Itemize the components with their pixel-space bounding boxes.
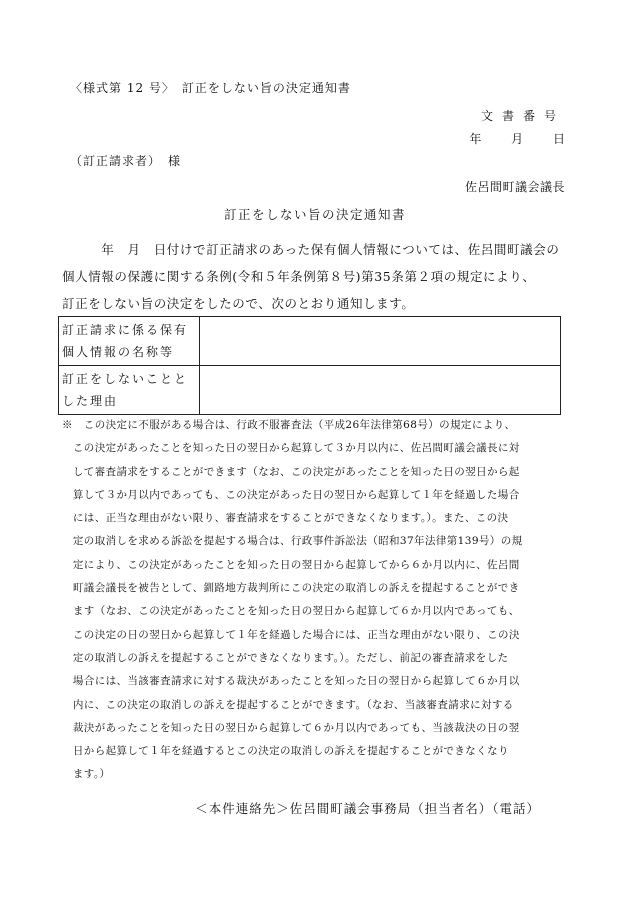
- table-value-cell: [200, 366, 561, 415]
- sender: 佐呂間町議会議長: [464, 180, 565, 194]
- addressee: （訂正請求者） 様: [70, 154, 182, 168]
- date-line: 年 月 日: [469, 132, 565, 146]
- contact-line: ＜本件連絡先＞佐呂間町議会事務局（担当者名）（電話）: [195, 801, 540, 816]
- table-label-cell: 訂正をしないことと した理由: [59, 366, 200, 415]
- form-number: 〈様式第 12 号〉 訂正をしない旨の決定通知書: [70, 81, 351, 95]
- document-title: 訂正をしない旨の決定通知書: [223, 207, 406, 222]
- table-label-cell: 訂正請求に係る保有 個人情報の名称等: [59, 317, 200, 366]
- document-number-label: 文書番号: [480, 109, 565, 123]
- appeal-notice: ※ この決定に不服がある場合は、行政不服審査法（平成26年法律第68号）の規定により、 この決定があったことを知った日の翌日から起算して３か月以内に、佐呂間町議会議長に対 して審査請求をすることができます（なお、この決定があったことを知った日の翌日から起 算して３か月以内であっても、この決定があった日の翌日から起算して１年を経過した場合 には、正当な理由がない限り、審査請求をすることができなくなります。）。また、この決 定の取消しを求める訴訟を提起する場合は、行政事件訴訟法（昭和37年法律第139号）の規 定により、この決定があったことを知った日の翌日から起算してから６か月以内に、佐呂間 町議会議長を被告として、釧路地方裁判所にこの決定の取消しの訴えを提起することができ ます（なお、この決定があったことを知った日の翌日から起算して６か月以内であっても、 この決定の日の翌日から起算して１年を経過した場合には、正当な理由がない限り、この決 定の取消しの訴えを提起することができなくなります。）。ただし、前記の審査請求をした 場合には、当該審査請求に対する裁決があったことを知った日の翌日から起算して６か月以 内に、この決定の取消しの訴えを提起することができます。（なお、当該審査請求に対する 裁決があったことを知った日の翌日から起算して６か月以内であっても、当該裁決の日の翌 日から起算して１年を経過するとこの決定の取消しの訴えを提起することができなくなり ます。）: [62, 419, 523, 781]
- table-value-cell: [200, 317, 561, 366]
- table-row: [59, 366, 561, 415]
- body-paragraph: 年 月 日付けで訂正請求のあった保有個人情報については、佐呂間町議会の 個人情報の保護に関する条例(令和５年条例第８号)第35条第２項の規定により、 訂正をしない旨の決定をしたので、次のとおり通知します。: [62, 242, 560, 311]
- info-table: [58, 316, 561, 415]
- table-row: [59, 317, 561, 366]
